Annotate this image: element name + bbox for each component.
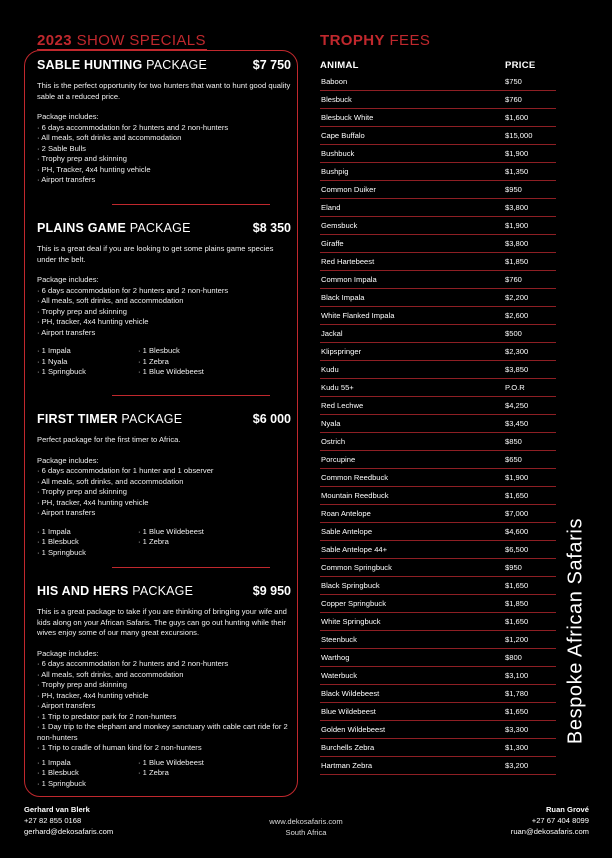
specials-year: 2023 (37, 32, 72, 49)
list-item: · PH, tracker, 4x4 hunting vehicle (37, 497, 149, 507)
list-item: · Trophy prep and skinning (37, 487, 127, 496)
list-item: · All meals, soft drinks, and accommodation (37, 669, 184, 679)
animal-name: Bushpig (321, 167, 349, 176)
list-item: · 1 Impala (37, 757, 71, 767)
list-item: · 6 days accommodation for 2 hunters and 2 non-hunters (37, 122, 229, 132)
table-row (320, 415, 556, 433)
contact-middle (250, 816, 362, 838)
list-item: · 1 Day trip to the elephant and monkey sanctuary with cable cart ride for 2 non-hunters (37, 722, 288, 742)
table-row (320, 739, 556, 757)
list-item: · 1 Zebra (138, 537, 169, 546)
package-animals (37, 758, 291, 790)
table-row (320, 181, 556, 199)
animal-name: Blesbuck White (321, 113, 374, 122)
list-item: · PH, tracker, 4x4 hunting vehicle (37, 690, 149, 700)
list-item: · 1 Springbuck (37, 367, 86, 376)
package-divider (112, 395, 270, 396)
package-includes-label: Package includes: (37, 275, 99, 284)
list-item: · 1 Zebra (138, 356, 169, 366)
table-row (320, 451, 556, 469)
package-divider (112, 204, 270, 205)
animal-name: Copper Springbuck (321, 599, 387, 608)
animal-price: $2,600 (505, 311, 529, 320)
list-item: · 1 Springbuck (37, 778, 86, 788)
animal-name: Waterbuck (321, 671, 358, 680)
package-includes-list (37, 123, 291, 186)
animal-name: Blesbuck (321, 95, 352, 104)
animal-price: $650 (505, 455, 522, 464)
table-row (320, 217, 556, 235)
table-row (320, 469, 556, 487)
fees-title: FEES (389, 32, 431, 49)
animal-price: $3,200 (505, 761, 529, 770)
website-link[interactable]: www.dekosafaris.com (269, 817, 343, 826)
list-item: · 1 Blesbuck (37, 768, 79, 777)
animal-name: Steenbuck (321, 635, 357, 644)
fees-title-bold: TROPHY (320, 32, 385, 49)
table-row (320, 613, 556, 631)
animal-price: $4,600 (505, 527, 529, 536)
table-row (320, 145, 556, 163)
table-row (320, 433, 556, 451)
package-his-and-hers (37, 584, 291, 789)
table-row (320, 667, 556, 685)
animal-price: $950 (505, 563, 522, 572)
table-row (320, 109, 556, 127)
list-item: · 1 Blue Wildebeest (138, 526, 204, 536)
list-item: · PH, Tracker, 4x4 hunting vehicle (37, 164, 151, 174)
animal-price: $3,850 (505, 365, 529, 374)
table-row (320, 487, 556, 505)
animal-name: Black Springbuck (321, 581, 380, 590)
animal-name: White Flanked Impala (321, 311, 395, 320)
table-row (320, 127, 556, 145)
package-includes-label: Package includes: (37, 648, 99, 658)
animal-price: $1,900 (505, 149, 529, 158)
package-plains-game (37, 221, 291, 378)
table-row (320, 289, 556, 307)
table-row (320, 379, 556, 397)
list-item: · Airport transfers (37, 508, 96, 517)
animal-name: Sable Antelope (321, 527, 373, 536)
package-includes-list (37, 286, 291, 339)
package-title: FIRST TIMER PACKAGE (37, 412, 183, 426)
list-item: · 6 days accommodation for 1 hunter and 1 observer (37, 466, 214, 475)
animal-price: $800 (505, 653, 522, 662)
animal-price: $1,650 (505, 707, 529, 716)
table-row (320, 253, 556, 271)
list-item: · 1 Blue Wildebeest (138, 757, 204, 767)
table-row (320, 685, 556, 703)
list-item: · Trophy prep and skinning (37, 154, 127, 163)
list-item: · All meals, soft drinks, and accommodation (37, 296, 184, 305)
contact-email[interactable]: gerhard@dekosafaris.com (24, 827, 114, 836)
table-row (320, 73, 556, 91)
list-item: · All meals, soft drinks, and accommodation (37, 476, 184, 486)
table-row (320, 361, 556, 379)
list-item: · 1 Trip to predator park for 2 non-hunters (37, 711, 177, 721)
package-price: $7 750 (252, 58, 291, 72)
animal-name: Kudu 55+ (321, 383, 354, 392)
list-item: · 1 Trip to cradle of human kind for 2 non-hunters (37, 743, 202, 752)
animal-price: P.O.R (505, 383, 525, 392)
animal-price: $3,800 (505, 203, 529, 212)
table-row (320, 343, 556, 361)
animal-price: $1,600 (505, 113, 529, 122)
list-item: · 1 Springbuck (37, 547, 86, 557)
animal-name: Black Wildebeest (321, 689, 380, 698)
list-item: · 6 days accommodation for 2 hunters and 2 non-hunters (37, 285, 229, 295)
animal-name: Klipspringer (321, 347, 362, 356)
animal-name: Red Hartebeest (321, 257, 375, 266)
package-intro: This is a great package to take if you are thinking of bringing your wife and kids along on your African Safaris. The guys can go out hunting while their wives enjoy some of our many great excursions. (37, 607, 287, 637)
animal-name: Ostrich (321, 437, 346, 446)
animal-price: $1,850 (505, 257, 529, 266)
list-item: · 1 Blue Wildebeest (138, 367, 204, 376)
animal-name: Mountain Reedbuck (321, 491, 389, 500)
list-item: · 1 Impala (37, 526, 71, 536)
animal-price: $3,800 (505, 239, 529, 248)
list-item: · 1 Blesbuck (138, 346, 180, 355)
package-intro: Perfect package for the first timer to Africa. (37, 435, 181, 444)
list-item: · PH, tracker, 4x4 hunting vehicle (37, 317, 149, 326)
table-row (320, 595, 556, 613)
contact-left (24, 804, 113, 837)
animal-price: $3,450 (505, 419, 529, 428)
animal-price: $2,300 (505, 347, 529, 356)
specials-title: SHOW SPECIALS (76, 32, 206, 49)
table-row (320, 631, 556, 649)
package-animals (37, 346, 291, 378)
animal-price: $1,300 (505, 743, 529, 752)
table-row (320, 505, 556, 523)
list-item: · 6 days accommodation for 2 hunters and 2 non-hunters (37, 659, 229, 668)
animal-name: Roan Antelope (321, 509, 371, 518)
package-intro: This is a great deal if you are looking to get some plains game species under the belt. (37, 244, 274, 264)
animal-price: $1,650 (505, 581, 529, 590)
package-title: PLAINS GAME PACKAGE (37, 221, 191, 235)
list-item: · Airport transfers (37, 701, 96, 710)
list-item: · Trophy prep and skinning (37, 306, 127, 316)
animal-name: Sable Antelope 44+ (321, 545, 388, 554)
animal-price: $750 (505, 77, 522, 86)
package-includes-label: Package includes: (37, 112, 99, 121)
animal-name: Burchells Zebra (321, 743, 375, 752)
contact-phone[interactable]: +27 67 404 8099 (531, 816, 589, 825)
animal-price: $3,100 (505, 671, 529, 680)
contact-email[interactable]: ruan@dekosafaris.com (510, 827, 589, 836)
animal-name: Bushbuck (321, 149, 355, 158)
table-row (320, 199, 556, 217)
package-sable-hunting (37, 58, 291, 186)
table-row (320, 649, 556, 667)
animal-name: Giraffe (321, 239, 344, 248)
list-item: · Airport transfers (37, 327, 96, 337)
animal-price: $4,250 (505, 401, 529, 410)
animal-name: Common Impala (321, 275, 377, 284)
list-item: · 1 Impala (37, 346, 71, 355)
animal-price: $1,900 (505, 473, 529, 482)
animal-price: $1,900 (505, 221, 529, 230)
animal-price: $950 (505, 185, 522, 194)
contact-right (511, 804, 589, 837)
package-animals (37, 527, 291, 559)
list-item: · 1 Zebra (138, 768, 169, 777)
animal-price: $1,200 (505, 635, 529, 644)
table-row (320, 721, 556, 739)
table-row (320, 163, 556, 181)
animal-price: $6,500 (505, 545, 529, 554)
animal-name: Gemsbuck (321, 221, 358, 230)
table-row (320, 559, 556, 577)
package-title: SABLE HUNTING PACKAGE (37, 58, 207, 72)
table-row (320, 307, 556, 325)
animal-name: Black Impala (321, 293, 365, 302)
animal-name: Red Lechwe (321, 401, 364, 410)
contact-name: Gerhard van Blerk (24, 805, 90, 814)
animal-name: Cape Buffalo (321, 131, 365, 140)
contact-name: Ruan Grové (545, 805, 589, 814)
column-header-animal: ANIMAL (320, 60, 359, 71)
animal-price: $760 (505, 95, 522, 104)
package-title: HIS AND HERS PACKAGE (37, 584, 194, 598)
animal-price: $1,780 (505, 689, 529, 698)
table-row (320, 271, 556, 289)
animal-price: $500 (505, 329, 522, 338)
animal-name: Warthog (321, 653, 350, 662)
package-price: $6 000 (252, 412, 291, 426)
brand-tagline: Bespoke African Safaris (564, 517, 587, 745)
animal-price: $7,000 (505, 509, 529, 518)
animal-price: $2,200 (505, 293, 529, 302)
animal-name: Common Reedbuck (321, 473, 389, 482)
specials-heading (37, 32, 206, 49)
animal-name: Jackal (321, 329, 343, 338)
package-includes-list (37, 466, 291, 519)
table-row (320, 397, 556, 415)
fees-heading (320, 32, 430, 49)
table-row (320, 325, 556, 343)
country: South Africa (285, 828, 327, 837)
animal-name: Kudu (321, 365, 339, 374)
animal-name: Baboon (321, 77, 348, 86)
animal-price: $1,850 (505, 599, 529, 608)
contact-phone[interactable]: +27 82 855 0168 (24, 816, 82, 825)
package-intro: This is the perfect opportunity for two hunters that want to hunt good quality sable at a reduced price. (37, 81, 291, 101)
animal-name: Eland (321, 203, 341, 212)
column-header-price: PRICE (505, 60, 536, 71)
table-row (320, 757, 556, 775)
animal-price: $1,650 (505, 617, 529, 626)
animal-name: Blue Wildebeest (321, 707, 376, 716)
animal-price: $1,650 (505, 491, 529, 500)
animal-name: Nyala (321, 419, 341, 428)
animal-price: $850 (505, 437, 522, 446)
animal-name: Hartman Zebra (321, 761, 373, 770)
table-row (320, 91, 556, 109)
package-includes-list (37, 659, 291, 754)
list-item: · Airport transfers (37, 175, 96, 184)
animal-name: Common Springbuck (321, 563, 392, 572)
trophy-fees-table (320, 73, 556, 775)
list-item: · All meals, soft drinks and accommodation (37, 133, 182, 142)
animal-price: $1,350 (505, 167, 529, 176)
package-includes-label: Package includes: (37, 455, 99, 465)
animal-price: $3,300 (505, 725, 529, 734)
package-price: $8 350 (252, 221, 291, 235)
list-item: · 2 Sable Bulls (37, 143, 86, 153)
list-item: · 1 Blesbuck (37, 537, 79, 546)
package-divider (112, 567, 270, 568)
table-row (320, 235, 556, 253)
package-price: $9 950 (252, 584, 291, 598)
table-row (320, 577, 556, 595)
list-item: · 1 Nyala (37, 356, 68, 366)
animal-name: White Springbuck (321, 617, 381, 626)
table-row (320, 523, 556, 541)
animal-name: Porcupine (321, 455, 356, 464)
list-item: · Trophy prep and skinning (37, 680, 127, 689)
animal-name: Golden Wildebeest (321, 725, 386, 734)
table-row (320, 703, 556, 721)
table-row (320, 541, 556, 559)
package-first-timer (37, 412, 291, 558)
animal-name: Common Duiker (321, 185, 376, 194)
animal-price: $760 (505, 275, 522, 284)
animal-price: $15,000 (505, 131, 533, 140)
